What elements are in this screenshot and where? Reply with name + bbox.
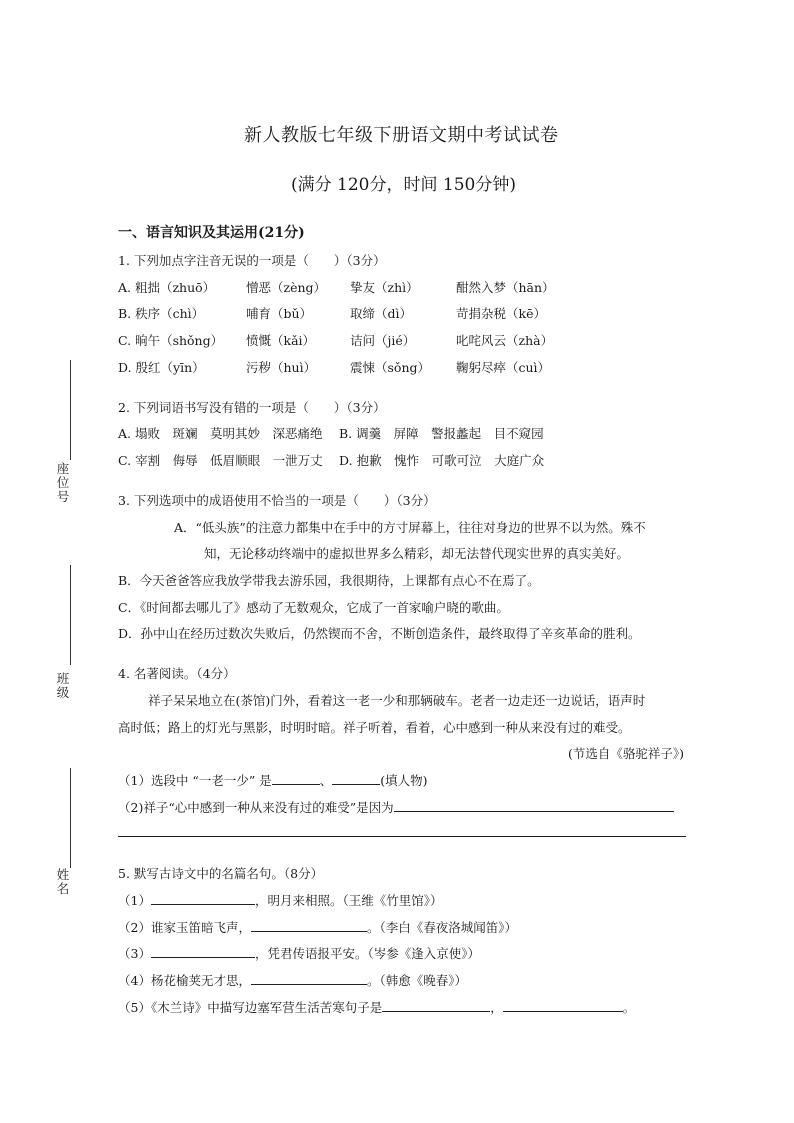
q5-line2	[118, 918, 517, 936]
q5-line5-end: 。	[622, 1000, 636, 1015]
q5-line2-text: （2）谁家玉笛暗飞声，	[118, 920, 251, 935]
q5-line5-separator: ，	[490, 1000, 503, 1015]
q5-line3-prefix: （3）	[118, 946, 151, 961]
q3-stem: 3. 下列选项中的成语使用不恰当的一项是（ ）（3分）	[118, 493, 436, 508]
q5-line5-text: （5）《木兰诗》中描写边塞军营生活苦寒句子是	[118, 1000, 383, 1015]
q1-opt-c-4: 叱咤风云（zhà）	[456, 333, 554, 348]
q4-passage-line2: 高时低；路上的灯光与黑影，时明时暗。祥子听着，看着，心中感到一种从来没有过的难受。	[118, 720, 631, 735]
q4-passage-line1: 祥子呆呆地立在(茶馆)门外，看着这一老一少和那辆破车。老者一边走还一边说话，语声时	[148, 693, 646, 708]
q1-opt-b-3: 取缔（dì）	[350, 306, 412, 321]
q5-line2-blank[interactable]	[251, 919, 367, 932]
q5-line5-blank-2[interactable]	[503, 999, 623, 1012]
seat-line	[70, 360, 71, 460]
q1-opt-a-2: 憎恶（zèng）	[246, 280, 327, 295]
seat-label: 座位号	[56, 461, 70, 504]
q1-opt-d-3: 震悚（sǒng）	[350, 360, 430, 375]
q5-line3-text: ，凭君传语报平安。（岑参《逢入京使》）	[254, 946, 480, 961]
q4-sub2-prompt: （2)祥子“心中感到一种从来没有过的难受”是因为	[118, 800, 394, 815]
q4-sub1-hint: (填人物)	[380, 773, 428, 788]
q5-line2-source: 。（李白《春夜洛城闻笛》）	[366, 920, 517, 935]
q2-stem: 2. 下列词语书写没有错的一项是（ ）（3分）	[118, 400, 386, 415]
q5-line1	[118, 891, 442, 909]
q4-sub1	[118, 771, 427, 789]
section-title: 一、语言知识及其运用(21分)	[118, 225, 305, 241]
q5-line3	[118, 944, 480, 962]
q1-opt-b-2: 哺育（bǔ）	[246, 306, 313, 321]
q1-opt-a-3: 挚友（zhì）	[350, 280, 419, 295]
q2-options-cd: C. 宰割 侮辱 低眉顺眼 一泄万丈 D. 抱歉 愧怍 可歌可泣 大庭广众	[118, 453, 545, 468]
q1-opt-c-3: 诘问（jié）	[350, 333, 416, 348]
q5-line4	[118, 971, 467, 989]
q3-option-d: D．孙中山在经历过数次失败后，仍然锲而不舍，不断创造条件，最终取得了辛亥革命的胜利。	[118, 626, 641, 641]
q1-opt-c-1: C. 晌午（shǒng）	[118, 333, 224, 348]
q5-line1-blank[interactable]	[151, 892, 255, 905]
q2-options-ab: A. 塌败 斑斓 莫明其妙 深恶痛绝 B. 调羹 屏障 警报蠡起 目不窥园	[118, 426, 544, 441]
q5-line5-blank-1[interactable]	[382, 999, 490, 1012]
q3-option-c: C．《时间都去哪儿了》感动了无数观众，它成了一首家喻户晓的歌曲。	[118, 600, 509, 615]
q5-stem: 5. 默写古诗文中的名篇名句。（8分）	[118, 866, 324, 881]
q1-opt-d-1: D. 殷红（yīn）	[118, 360, 205, 375]
class-line	[70, 565, 71, 665]
q4-sub1-blank-2[interactable]	[332, 772, 380, 785]
q5-line4-blank[interactable]	[251, 972, 367, 985]
page-title: 新人教版七年级下册语文期中考试试卷	[244, 125, 559, 146]
q4-sub2-blank[interactable]	[394, 799, 674, 812]
q4-source: (节选自《骆驼祥子》)	[568, 746, 685, 761]
q1-opt-c-2: 愤慨（kǎi）	[246, 333, 316, 348]
q1-opt-a-1: A. 粗拙（zhuō）	[118, 280, 216, 295]
q5-line4-text: （4）杨花榆荚无才思，	[118, 973, 251, 988]
q1-opt-b-1: B. 秩序（chì）	[118, 306, 205, 321]
q1-opt-a-4: 酣然入梦（hān）	[456, 280, 555, 295]
q3-option-b: B．今天爸爸答应我放学带我去游乐园，我很期待，上课都有点心不在焉了。	[118, 573, 540, 588]
q4-stem: 4. 名著阅读。（4分）	[118, 666, 236, 681]
name-label: 姓名	[56, 867, 70, 896]
q3-option-a-line2: 知，无论移动终端中的虚拟世界多么精彩，却无法替代现实世界的真实美好。	[204, 546, 630, 561]
q5-line1-text: ，明月来相照。（王维《竹里馆》）	[254, 893, 443, 908]
class-label: 班级	[56, 671, 70, 700]
q5-line4-source: 。（韩愈《晚春》）	[366, 973, 467, 988]
q4-sub1-separator: 、	[319, 773, 333, 788]
q5-line3-blank[interactable]	[151, 945, 255, 958]
q1-opt-d-4: 鞠躬尽瘁（cuì）	[456, 360, 551, 375]
q5-line5	[118, 998, 635, 1016]
q4-sub2-blank-line2[interactable]	[118, 836, 686, 837]
q3-option-a-line1: A．“低头族”的注意力都集中在手中的方寸屏幕上，往往对身边的世界不以为然。殊不	[174, 520, 646, 535]
q1-opt-d-2: 污秽（huì）	[246, 360, 317, 375]
q4-sub1-prompt: （1）选段中 “一老一少” 是	[118, 773, 272, 788]
name-line	[70, 768, 71, 868]
page-subtitle: (满分 120分，时间 150分钟)	[291, 175, 516, 195]
q4-sub1-blank-1[interactable]	[272, 772, 320, 785]
q4-sub2	[118, 798, 674, 816]
q1-opt-b-4: 苛捐杂税（kē）	[456, 306, 546, 321]
q5-line1-prefix: （1）	[118, 893, 151, 908]
q1-stem: 1. 下列加点字注音无误的一项是（ ）（3分）	[118, 253, 386, 268]
